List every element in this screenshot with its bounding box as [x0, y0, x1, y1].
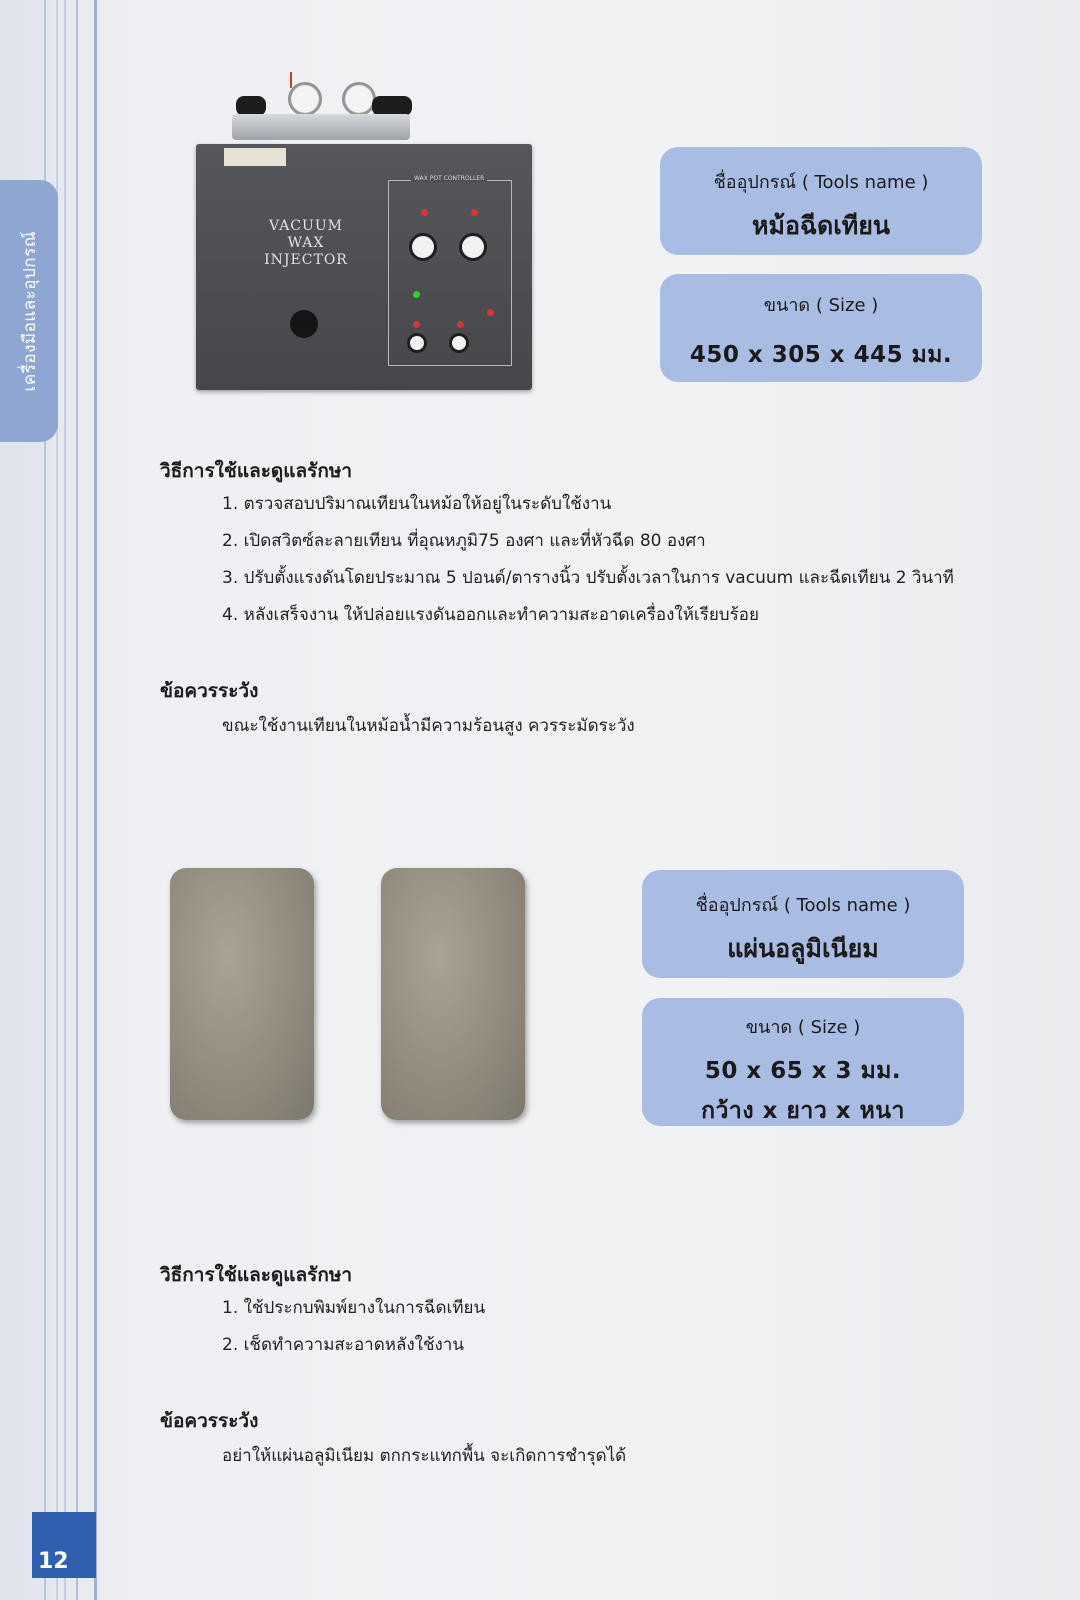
usage-heading: วิธีการใช้และดูแลรักษา [160, 1264, 353, 1286]
usage-step: 3. ปรับตั้งแรงดันโดยประมาณ 5 ปอนด์/ตารางนิ้ว ปรับตั้งเวลาในการ vacuum และฉีดเทียน 2 วินาที [222, 568, 954, 588]
tool-name: หม้อฉีดเทียน [751, 211, 890, 240]
tool-name: แผ่นอลูมิเนียม [727, 934, 879, 963]
side-tab-label: เครื่องมือและอุปกรณ์ [19, 230, 40, 392]
temperature-dial [459, 233, 487, 261]
machine-sticker [224, 148, 286, 166]
tool1-name-box [660, 147, 982, 255]
machine-label-line1: VACUUM [269, 218, 343, 234]
tool-name-caption: ชื่ออุปกรณ์ ( Tools name ) [713, 172, 929, 193]
caution-heading: ข้อควรระวัง [160, 680, 259, 702]
timer-dial [449, 333, 469, 353]
wax-injector-photo [196, 70, 532, 398]
tool1-size-box [660, 274, 982, 382]
margin-rule [94, 0, 97, 1600]
indicator-light [487, 309, 494, 316]
usage-step: 2. เช็ดทำความสะอาดหลังใช้งาน [222, 1335, 464, 1355]
indicator-light [457, 321, 464, 328]
tool-name-caption: ชื่ออุปกรณ์ ( Tools name ) [695, 895, 911, 916]
lid-handle [372, 96, 412, 116]
tool-size-legend: กว้าง x ยาว x หนา [701, 1098, 905, 1124]
indicator-light [421, 209, 428, 216]
section-side-tab [0, 180, 58, 442]
indicator-light [413, 321, 420, 328]
tool2-size-box [642, 998, 964, 1126]
usage-step: 1. ใช้ประกบพิมพ์ยางในการฉีดเทียน [222, 1298, 486, 1318]
page-number: 12 [32, 1512, 96, 1578]
usage-step: 4. หลังเสร็จงาน ให้ปล่อยแรงดันออกและทำความสะอาดเครื่องให้เรียบร้อย [222, 605, 759, 625]
usage-heading: วิธีการใช้และดูแลรักษา [160, 460, 353, 482]
margin-rule [64, 0, 66, 1600]
control-panel-title: WAX POT CONTROLLER [411, 175, 487, 182]
tool-size: 450 x 305 x 445 มม. [689, 342, 953, 368]
temperature-dial [409, 233, 437, 261]
tool-size: 50 x 65 x 3 มม. [704, 1058, 902, 1084]
aluminium-plate-photo [170, 868, 314, 1120]
gauge-needle [290, 72, 292, 88]
pressure-gauge [342, 82, 376, 116]
indicator-light [471, 209, 478, 216]
caution-text: ขณะใช้งานเทียนในหม้อน้ำมีความร้อนสูง ควรระมัดระวัง [222, 716, 635, 736]
caution-heading: ข้อควรระวัง [160, 1410, 259, 1432]
machine-label [246, 218, 366, 269]
machine-label-line2: WAX INJECTOR [264, 235, 348, 268]
control-panel [388, 175, 512, 366]
usage-step: 2. เปิดสวิตซ์ละลายเทียน ที่อุณหภูมิ75 องศา และที่หัวฉีด 80 องศา [222, 531, 706, 551]
tool-size-caption: ขนาด ( Size ) [763, 295, 879, 316]
vacuum-nozzle [290, 310, 318, 338]
tool2-name-box [642, 870, 964, 978]
aluminium-plate-photo [381, 868, 525, 1120]
usage-step: 1. ตรวจสอบปริมาณเทียนในหม้อให้อยู่ในระดับใช้งาน [222, 494, 612, 514]
pressure-gauge [288, 82, 322, 116]
timer-dial [407, 333, 427, 353]
indicator-light [413, 291, 420, 298]
lid-handle [236, 96, 266, 116]
tool-size-caption: ขนาด ( Size ) [745, 1017, 861, 1038]
caution-text: อย่าให้แผ่นอลูมิเนียม ตกกระแทกพื้น จะเกิดการชำรุดได้ [222, 1446, 627, 1466]
usage-steps [222, 492, 954, 640]
pot-lid [232, 114, 410, 140]
margin-rule [76, 0, 78, 1600]
usage-steps [222, 1296, 485, 1370]
